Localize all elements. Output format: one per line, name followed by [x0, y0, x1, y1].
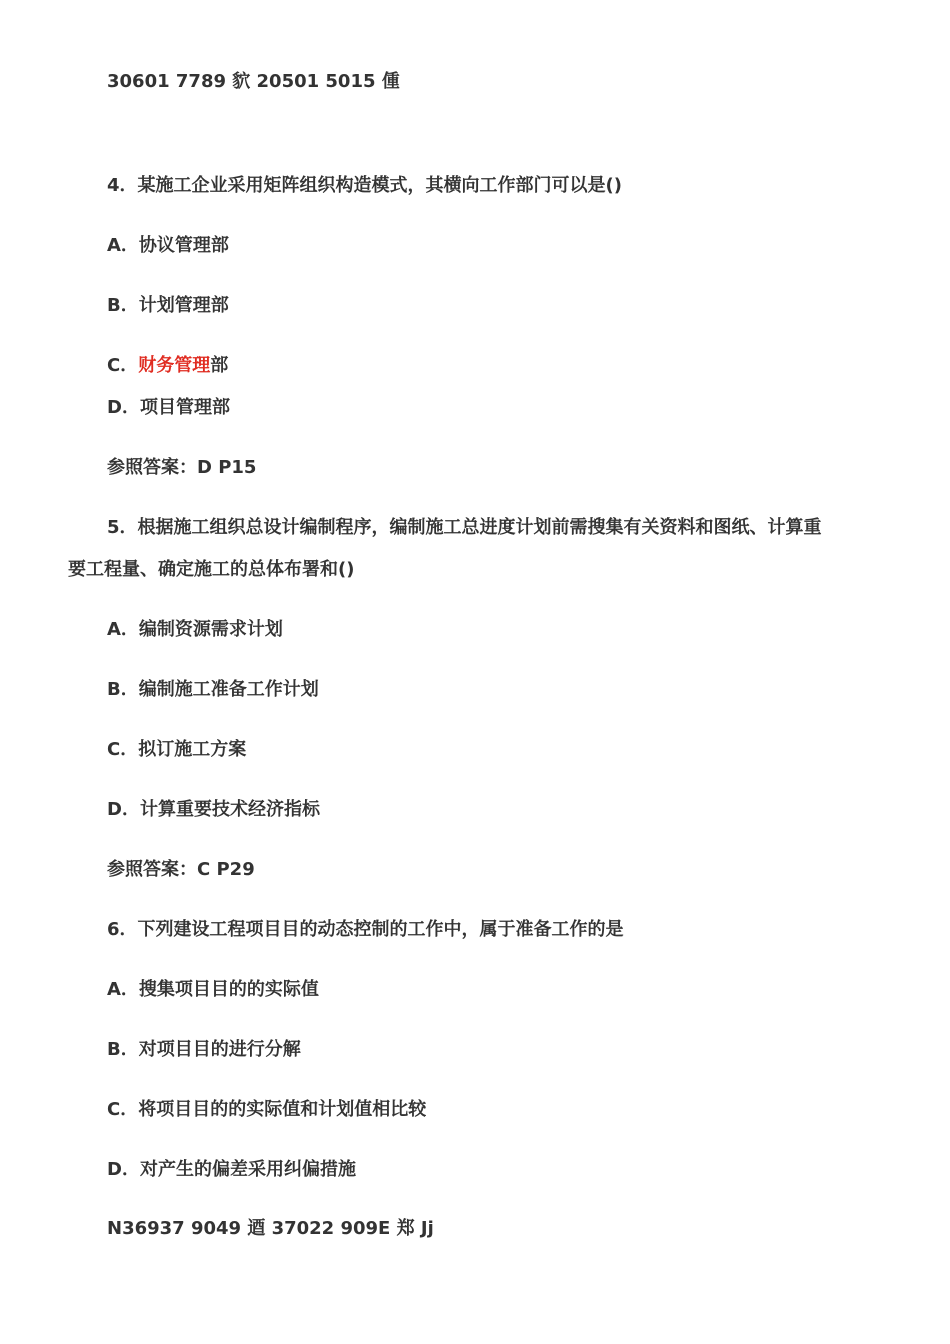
question-5-option-b: B．编制施工准备工作计划 [107, 679, 319, 700]
question-4-answer: 参照答案：D P15 [107, 457, 257, 478]
question-5-stem-line1: 5．根据施工组织总设计编制程序，编制施工总进度计划前需搜集有关资料和图纸、计算重 [107, 517, 822, 538]
question-4-option-b: B．计划管理部 [107, 295, 229, 316]
option-c-highlight: 财务管理 [138, 355, 211, 376]
question-4-option-a: A．协议管理部 [107, 235, 229, 256]
question-5-answer: 参照答案：C P29 [107, 859, 255, 880]
question-6-option-a: A．搜集项目目的的实际值 [107, 979, 319, 1000]
question-4-option-d: D．项目管理部 [107, 397, 230, 418]
option-c-suffix: 部 [210, 355, 229, 376]
question-5-option-d: D．计算重要技术经济指标 [107, 799, 320, 820]
question-6-option-c: C．将项目目的的实际值和计划值相比较 [107, 1099, 427, 1120]
question-4-option-c [107, 354, 228, 378]
question-6-option-b: B．对项目目的进行分解 [107, 1039, 301, 1060]
footer-code: N36937 9049 逎 37022 909E 郑 Jj [107, 1218, 434, 1239]
option-c-prefix: C． [107, 355, 139, 376]
question-6-option-d: D．对产生的偏差采用纠偏措施 [107, 1159, 356, 1180]
question-5-stem-line2: 要工程量、确定施工的总体布署和() [68, 559, 355, 580]
question-6-stem: 6．下列建设工程项目目的动态控制的工作中，属于准备工作的是 [107, 919, 624, 940]
question-4-stem: 4．某施工企业采用矩阵组织构造模式，其横向工作部门可以是() [107, 175, 622, 196]
header-code: 30601 7789 貁 20501 5015 偅 [107, 71, 400, 92]
question-5-option-c: C．拟订施工方案 [107, 739, 247, 760]
question-5-option-a: A．编制资源需求计划 [107, 619, 283, 640]
